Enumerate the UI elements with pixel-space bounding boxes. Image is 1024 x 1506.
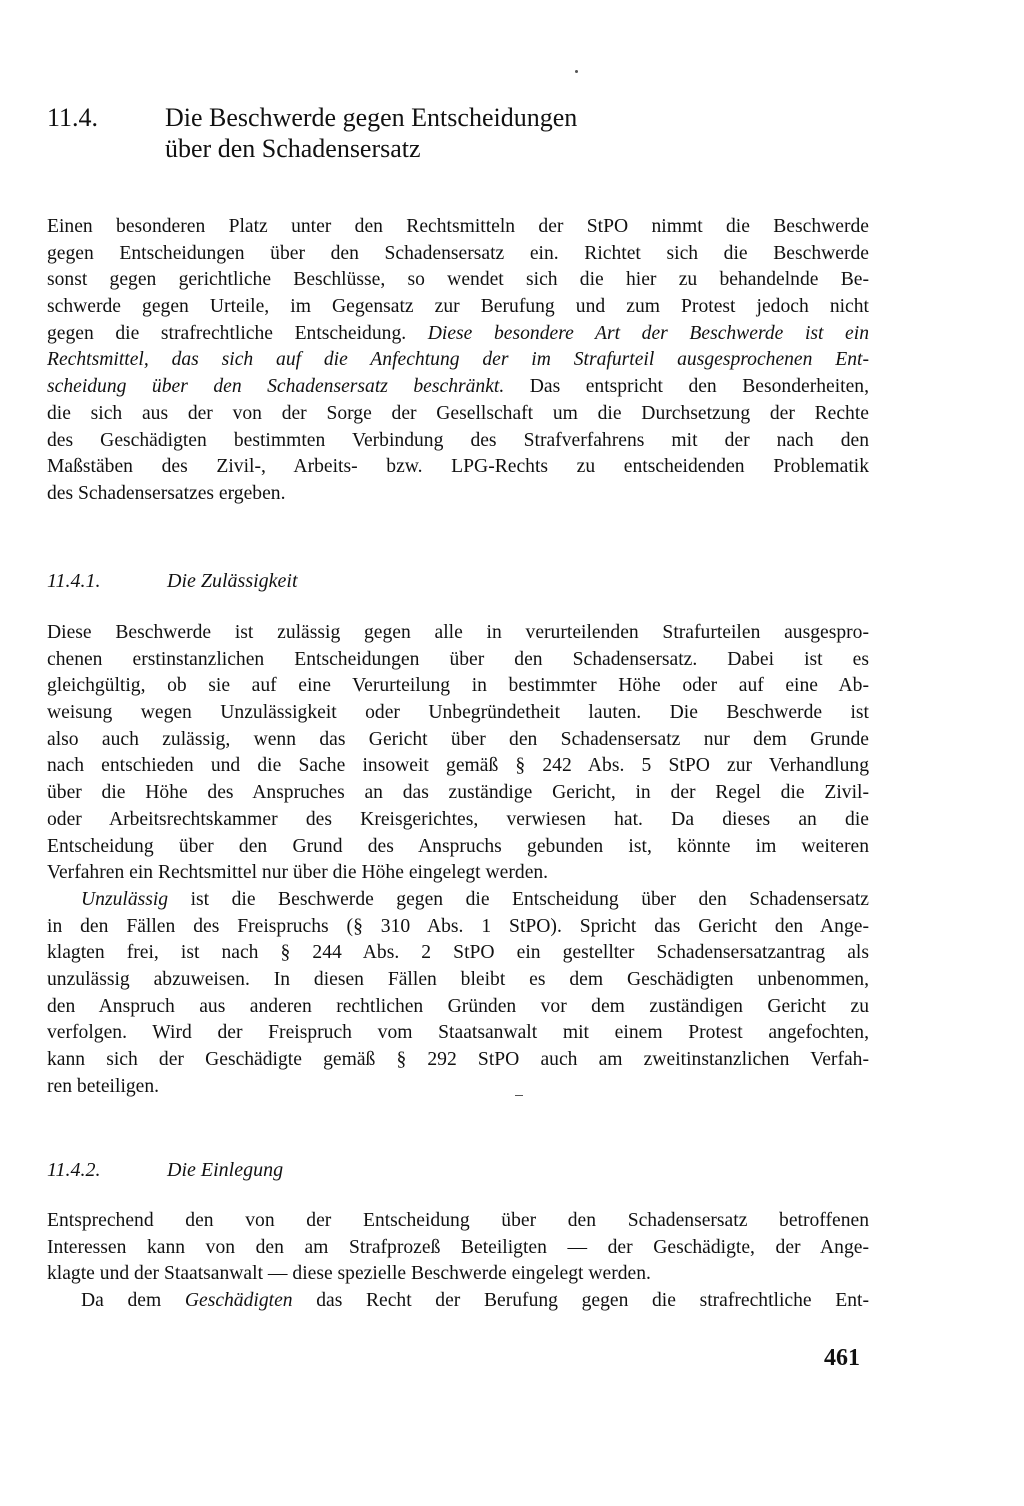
emphasis-text: Diese besondere Art der Beschwerde ist ein	[427, 322, 869, 344]
text-segment: das Recht der Berufung gegen die strafrechtliche Ent-	[292, 1290, 869, 1312]
text-segment: Das entspricht den Besonderheiten,	[504, 376, 869, 398]
text-line: Verfahren ein Rechtsmittel nur über die Höhe eingelegt werden.	[47, 862, 549, 884]
section-title-line-1: Die Beschwerde gegen Entscheidungen	[165, 103, 578, 132]
text-line	[47, 887, 869, 914]
text-line: gegen Entscheidungen über den Schadensersatz ein. Richtet sich die Beschwerde	[47, 242, 869, 264]
emphasis-line: Rechtsmittel, das sich auf die Anfechtung der im Strafurteil ausgesprochenen Ent-	[47, 349, 869, 371]
text-line: Entscheidung über den Grund des Anspruchs gebunden ist, könnte im weiteren	[47, 835, 869, 857]
text-line: kann sich der Geschädigte gemäß § 292 StPO auch am zweitinstanzlichen Verfah-	[47, 1049, 869, 1070]
emphasis-text: Geschädigten	[184, 1290, 293, 1312]
text-line: schwerde gegen Urteile, im Gegensatz zur Berufung und zum Protest jedoch nicht	[47, 296, 869, 318]
text-line: verfolgen. Wird der Freispruch vom Staatsanwalt mit einem Protest angefochten,	[47, 1022, 869, 1044]
text-line: Entsprechend den von der Entscheidung über den Schadensersatz betroffenen	[47, 1210, 869, 1231]
page-number: 461	[824, 1345, 860, 1371]
text-segment: gegen die strafrechtliche Entscheidung.	[47, 322, 407, 344]
text-line: klagte und der Staatsanwalt — diese spezielle Beschwerde eingelegt werden.	[47, 1263, 651, 1285]
text-line: des Geschädigten bestimmten Verbindung des Strafverfahrens mit der nach den	[47, 429, 869, 451]
text-line: chenen erstinstanzlichen Entscheidungen über den Schadensersatz. Dabei ist es	[47, 648, 869, 670]
text-line: in den Fällen des Freispruchs (§ 310 Abs. 1 StPO). Spricht das Gericht den Ange-	[47, 915, 869, 937]
text-line: Einen besonderen Platz unter den Rechtsmitteln der StPO nimmt die Beschwerde	[47, 216, 869, 237]
subsection-number: 11.4.2.	[47, 1159, 101, 1181]
scan-speck	[575, 70, 578, 73]
text-line: also auch zulässig, wenn das Gericht über den Schadensersatz nur dem Grunde	[47, 728, 869, 750]
text-line: nach entschieden und die Sache insoweit gemäß § 242 Abs. 5 StPO zur Verhandlung	[47, 755, 869, 777]
subsection-number: 11.4.1.	[47, 570, 101, 592]
text-line: des Schadensersatzes ergeben.	[47, 482, 286, 504]
subsection-title: Die Zulässigkeit	[167, 570, 298, 592]
section-title-line-2: über den Schadensersatz	[165, 134, 421, 163]
text-line: den Anspruch aus anderen rechtlichen Gründen vor dem zuständigen Gericht zu	[47, 995, 869, 1017]
text-line: ren beteiligen.	[47, 1075, 160, 1097]
filing-paragraph	[47, 1208, 869, 1315]
text-line: die sich aus der von der Sorge der Gesellschaft um die Durchsetzung der Rechte	[47, 402, 869, 424]
text-line: gleichgültig, ob sie auf eine Verurteilung in bestimmter Höhe oder auf eine Ab-	[47, 675, 869, 697]
text-line: sonst gegen gerichtliche Beschlüsse, so wendet sich die hier zu behandelnde Be-	[47, 269, 869, 291]
text-line: Maßstäben des Zivil-, Arbeits- bzw. LPG-Rechts zu entscheidenden Problematik	[47, 456, 869, 478]
text-line: klagten frei, ist nach § 244 Abs. 2 StPO ein gestellter Schadensersatzantrag als	[47, 942, 869, 964]
text-segment: Da dem	[81, 1290, 185, 1312]
text-line: über die Höhe des Anspruches an das zuständige Gericht, in der Regel die Zivil-	[47, 782, 869, 804]
admissibility-paragraph	[47, 620, 869, 1100]
section-number: 11.4.	[47, 103, 99, 132]
text-line	[47, 321, 869, 348]
emphasis-text: scheidung über den Schadensersatz beschränkt.	[47, 376, 505, 398]
text-line: Diese Beschwerde ist zulässig gegen alle in verurteilenden Strafurteilen ausgespro-	[47, 622, 869, 643]
text-line	[47, 1288, 869, 1315]
text-segment: ist die Beschwerde gegen die Entscheidung über den Schadensersatz	[168, 888, 869, 910]
text-line: unzulässig abzuweisen. In diesen Fällen bleibt es dem Geschädigten unbenommen,	[47, 968, 869, 990]
text-line: Interessen kann von den am Strafprozeß Beteiligten — der Geschädigte, der Ange-	[47, 1236, 869, 1258]
intro-paragraph	[47, 214, 869, 508]
text-line	[47, 374, 869, 401]
scan-speck	[515, 1095, 523, 1096]
emphasis-text: Unzulässig	[81, 888, 169, 910]
text-line: weisung wegen Unzulässigkeit oder Unbegründetheit lauten. Die Beschwerde ist	[47, 702, 869, 724]
subsection-title: Die Einlegung	[167, 1159, 284, 1181]
section-title	[165, 102, 725, 164]
text-line: oder Arbeitsrechtskammer des Kreisgerichtes, verwiesen hat. Da dieses an die	[47, 808, 869, 830]
